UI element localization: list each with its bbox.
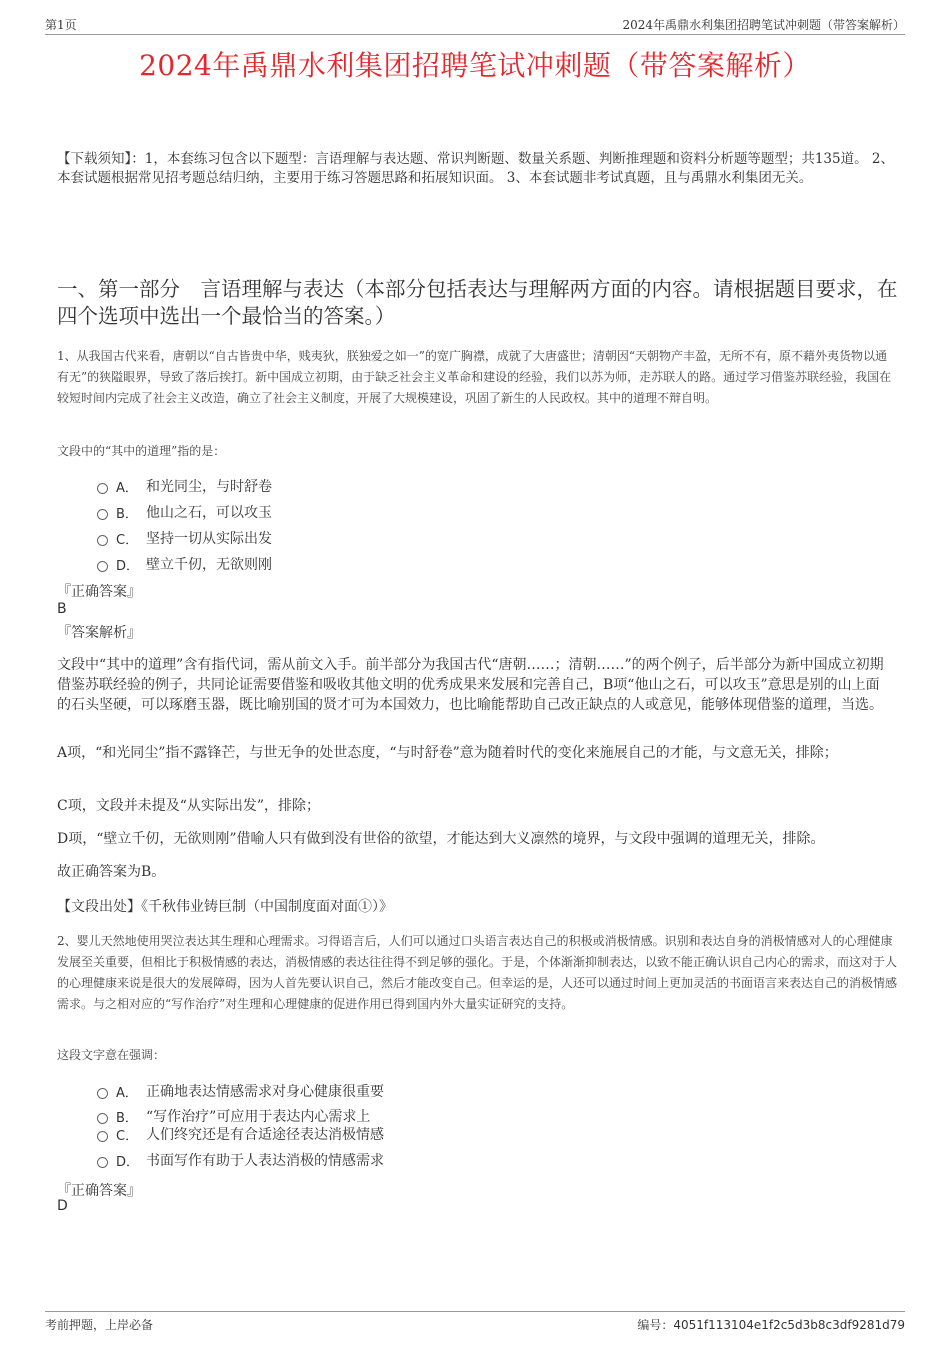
radio-icon[interactable] xyxy=(97,1113,108,1124)
page-number: 第1页 xyxy=(45,18,77,32)
q1-option-a[interactable]: A． 和光同尘，与时舒卷 xyxy=(97,476,272,496)
section-title: 一、第一部分 言语理解与表达（本部分包括表达与理解两方面的内容。请根据题目要求，在四个选项中选出一个最恰当的答案。） xyxy=(57,277,898,328)
option-text: 坚持一切从实际出发 xyxy=(146,531,272,547)
option-text: 书面写作有助于人表达消极的情感需求 xyxy=(146,1153,384,1169)
option-text: 和光同尘，与时舒卷 xyxy=(146,479,272,495)
footer-slogan: 考前押题，上岸必备 xyxy=(45,1318,154,1332)
question-1-prompt: 文段中的“其中的道理”指的是： xyxy=(57,444,226,458)
page-footer xyxy=(45,1311,905,1336)
radio-icon[interactable] xyxy=(97,1088,108,1099)
radio-icon[interactable] xyxy=(97,561,108,572)
q1-analysis-para: 文段中“其中的道理”含有指代词，需从前文入手。前半部分为我国古代“唐朝……；清朝……”的两个例子，后半部分为新中国成立初期借鉴苏联经验的例子，共同论证需要借鉴和吸收其他文明的优秀成果来发展和完善自己，B项“他山之石，可以攻玉”意思是别的山上面的石头坚硬，可以琢磨玉器，既比喻别国的贤才可为本国效力，也比喻能帮助自己改正缺点的人或意见，能够体现借鉴的道理，当选。 xyxy=(57,657,884,713)
download-notice: 【下载须知】：1，本套练习包含以下题型：言语理解与表达题、常识判断题、数量关系题、判断推理题和资料分析题等题型；共135道。 2、本套试题根据常见招考题总结归纳，主要用于练习答题思路和拓展知识面。 3、本套试题非考试真题，且与禹鼎水利集团无关。 xyxy=(57,151,894,186)
option-text: 人们终究还是有合适途径表达消极情感 xyxy=(146,1127,384,1143)
q1-option-b[interactable]: B． 他山之石，可以攻玉 xyxy=(97,502,272,522)
q1-source: 【文段出处】《千秋伟业铸巨制（中国制度面对面①）》 xyxy=(57,899,393,915)
option-text: “写作治疗”可应用于表达内心需求上 xyxy=(146,1109,371,1125)
q1-analysis-para: 故正确答案为B。 xyxy=(57,864,166,880)
option-text: 正确地表达情感需求对身心健康很重要 xyxy=(146,1084,384,1100)
radio-icon[interactable] xyxy=(97,535,108,546)
q2-option-a[interactable]: A． 正确地表达情感需求对身心健康很重要 xyxy=(97,1081,384,1101)
q1-analysis-para: A项，“和光同尘”指不露锋芒，与世无争的处世态度，“与时舒卷”意为随着时代的变化来施展自己的才能，与文意无关，排除； xyxy=(57,745,838,761)
q2-answer: D xyxy=(57,1198,68,1214)
radio-icon[interactable] xyxy=(97,483,108,494)
footer-doc-id: 编号：4051f113104e1f2c5d3b8c3df9281d79 xyxy=(637,1318,905,1332)
page-header xyxy=(45,14,905,35)
q2-option-c[interactable]: C． 人们终究还是有合适途径表达消极情感 xyxy=(97,1124,384,1144)
header-doc-title: 2024年禹鼎水利集团招聘笔试冲刺题（带答案解析） xyxy=(622,18,905,32)
q1-answer-label: 『正确答案』 xyxy=(57,584,141,600)
option-text: 壁立千仞，无欲则刚 xyxy=(146,557,272,573)
q1-analysis-para: C项，文段并未提及“从实际出发”，排除； xyxy=(57,798,321,814)
q1-analysis-label: 『答案解析』 xyxy=(57,625,141,641)
q1-analysis-para: D项，“壁立千仞，无欲则刚”借喻人只有做到没有世俗的欲望，才能达到大义凛然的境界，与文段中强调的道理无关，排除。 xyxy=(57,831,825,847)
q1-option-c[interactable]: C． 坚持一切从实际出发 xyxy=(97,528,272,548)
q2-answer-label: 『正确答案』 xyxy=(57,1183,141,1199)
q1-answer: B xyxy=(57,601,67,617)
page-title: 2024年禹鼎水利集团招聘笔试冲刺题（带答案解析） xyxy=(139,49,811,82)
radio-icon[interactable] xyxy=(97,1157,108,1168)
q2-option-d[interactable]: D． 书面写作有助于人表达消极的情感需求 xyxy=(97,1150,384,1170)
q1-option-d[interactable]: D． 壁立千仞，无欲则刚 xyxy=(97,554,272,574)
option-text: 他山之石，可以攻玉 xyxy=(146,505,272,521)
q2-option-b[interactable]: B． “写作治疗”可应用于表达内心需求上 xyxy=(97,1106,370,1126)
radio-icon[interactable] xyxy=(97,509,108,520)
question-2-text: 2、婴儿天然地使用哭泣表达其生理和心理需求。习得语言后，人们可以通过口头语言表达自己的积极或消极情感。识别和表达自身的消极情感对人的心理健康发展至关重要，但相比于积极情感的表达，消极情感的表达往往得不到足够的强化。于是，个体渐渐抑制表达，以致不能正确认识自己内心的需求，而这对于人的心理健康来说是很大的发展障碍，因为人首先要认识自己，然后才能改变自己。但幸运的是，人还可以通过时间上更加灵活的书面语言来表达自己的消极情感需求。与之相对应的“写作治疗”对生理和心理健康的促进作用已得到国内外大量实证研究的支持。 xyxy=(57,934,898,1011)
question-2-prompt: 这段文字意在强调： xyxy=(57,1048,166,1062)
question-1-text: 1、从我国古代来看，唐朝以“自古皆贵中华，贱夷狄，朕独爱之如一”的宽广胸襟，成就了大唐盛世；清朝因“天朝物产丰盈，无所不有，原不藉外夷货物以通有无”的狭隘眼界，导致了落后挨打。新中国成立初期，由于缺乏社会主义革命和建设的经验，我们以苏为师，走苏联人的路。通过学习借鉴苏联经验，我国在较短时间内完成了社会主义改造，确立了社会主义制度，开展了大规模建设，巩固了新生的人民政权。其中的道理不辩自明。 xyxy=(57,349,892,405)
radio-icon[interactable] xyxy=(97,1131,108,1142)
